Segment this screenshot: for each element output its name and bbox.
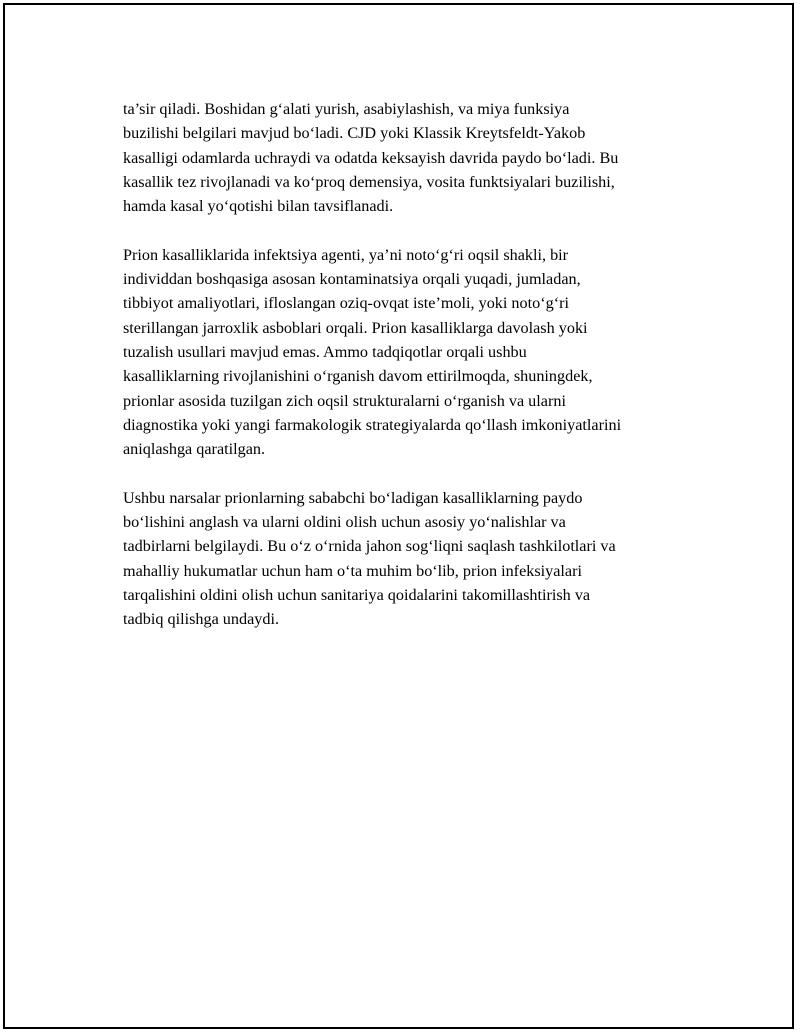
text-line: tarqalishini oldini olish uchun sanitariya qoidalarini takomillashtirish va xyxy=(123,585,591,604)
text-line: tuzalish usullari mavjud emas. Ammo tadqiqotlar orqali ushbu xyxy=(123,342,527,361)
text-line: ta’sir qiladi. Boshidan g‘alati yurish, asabiylashish, va miya funksiya xyxy=(123,100,570,118)
text-line: tadbirlarni belgilaydi. Bu o‘z o‘rnida jahon sog‘liqni saqlash tashkilotlari va xyxy=(123,537,616,556)
text-line: diagnostika yoki yangi farmakologik strategiyalarda qo‘llash imkoniyatlarini xyxy=(123,415,622,434)
text-line: Prion kasalliklarida infektsiya agenti, ya’ni noto‘g‘ri oqsil shakli, bir xyxy=(123,245,569,264)
text-line: kasallik tez rivojlanadi va ko‘proq demensiya, vosita funktsiyalari buzilishi, xyxy=(123,172,615,191)
text-line: mahalliy hukumatlar uchun ham o‘ta muhim bo‘lib, prion infeksiyalari xyxy=(123,561,582,580)
text-line: Ushbu narsalar prionlarning sababchi bo‘ladigan kasalliklarning paydo xyxy=(123,488,583,507)
paragraph-2 xyxy=(123,243,703,462)
text-line: bo‘lishini anglash va ularni oldini olish uchun asosiy yo‘nalishlar va xyxy=(123,513,566,532)
paragraph-3 xyxy=(123,486,703,632)
text-line: sterillangan jarroxlik asboblari orqali. Prion kasalliklarga davolash yoki xyxy=(123,318,588,337)
text-line: tibbiyot amaliyotlari, ifloslangan oziq-ovqat iste’moli, yoki noto‘g‘ri xyxy=(123,294,569,313)
text-line: tadbiq qilishga undaydi. xyxy=(123,610,280,629)
paragraph-1 xyxy=(123,97,703,218)
text-line: prionlar asosida tuzilgan zich oqsil strukturalarni o‘rganish va ularni xyxy=(123,391,566,410)
text-line: buzilishi belgilari mavjud bo‘ladi. CJD yoki Klassik Kreytsfeldt-Yakob xyxy=(123,124,586,143)
text-line: kasalligi odamlarda uchraydi va odatda keksayish davrida paydo bo‘ladi. Bu xyxy=(123,148,619,167)
text-line: kasalliklarning rivojlanishini o‘rganish davom ettirilmoqda, shuningdek, xyxy=(123,367,593,386)
text-line: individdan boshqasiga asosan kontaminatsiya orqali yuqadi, jumladan, xyxy=(123,270,581,289)
text-line: aniqlashga qaratilgan. xyxy=(123,440,266,459)
document-body xyxy=(123,97,703,656)
text-line: hamda kasal yo‘qotishi bilan tavsiflanadi. xyxy=(123,197,394,216)
page-frame xyxy=(3,3,794,1029)
